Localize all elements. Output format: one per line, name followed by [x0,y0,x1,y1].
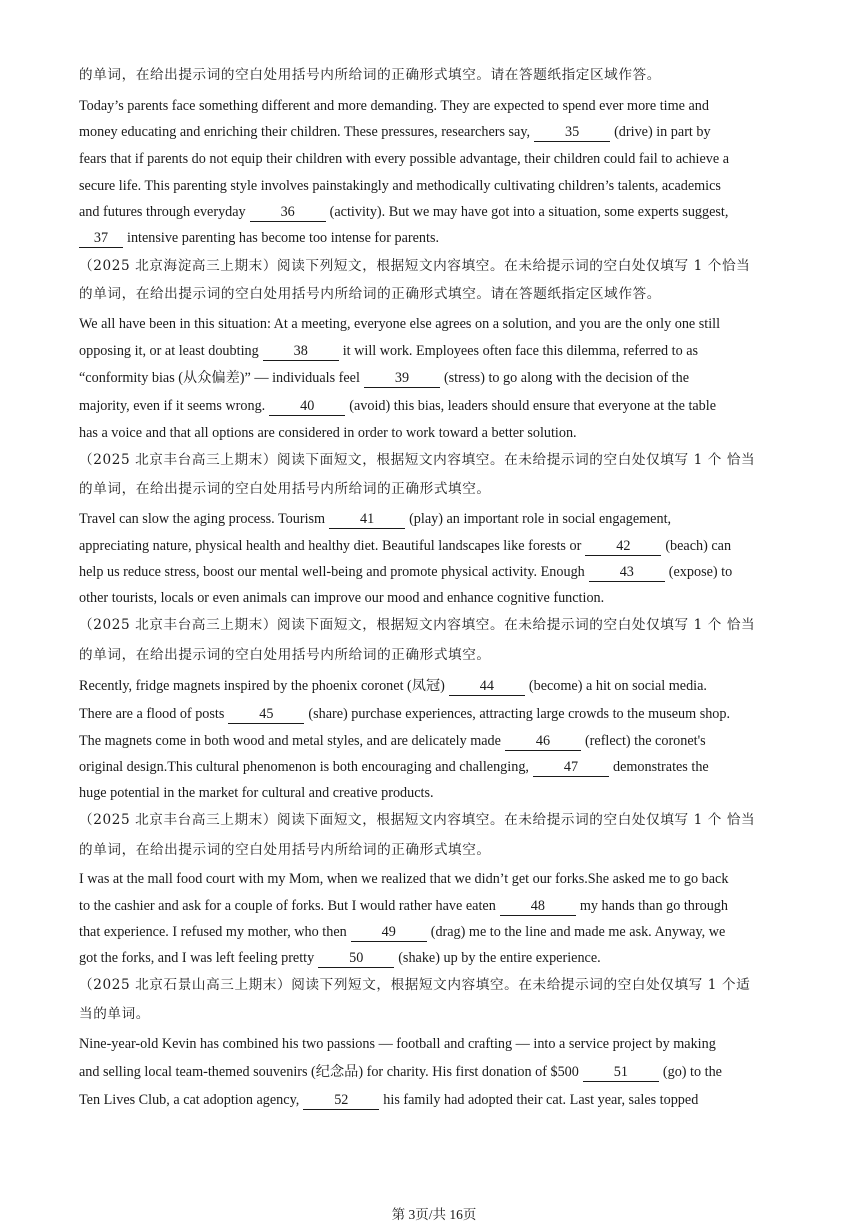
passage-line [79,757,709,777]
text-run: 的单词，在给出提示词的空白处用括号内所给词的正确形式填空。 [79,647,491,663]
passage-line [79,1090,698,1110]
answer-blank: 36 [250,204,326,222]
passage-line [79,676,707,696]
text-run: (become) a hit on social media. [528,678,707,694]
passage-line [79,1062,722,1082]
answer-blank: 47 [533,759,609,777]
passage-line [79,922,725,942]
answer-blank: 45 [228,706,304,724]
instruction-line [79,479,491,499]
text-run: (reflect) the coronet's [584,733,706,749]
instruction-line [79,284,661,304]
text-run: Ten Lives Club, a cat adoption agency, [79,1092,300,1108]
answer-blank: 35 [534,124,610,142]
answer-blank: 40 [269,398,345,416]
text-run: other tourists, locals or even animals can improve our mood and enhance cognitive function. [79,590,605,606]
passage-line [79,731,706,751]
text-run: Travel can slow the aging process. Tourism [79,511,326,527]
instruction-line [79,256,750,276]
passage-line [79,423,577,443]
instruction-line [79,615,755,635]
text-run: original design.This cultural phenomenon is both encouraging and challenging, [79,759,529,775]
instruction-line [79,1004,150,1024]
passage-line [79,149,729,169]
passage-line [79,176,721,196]
instruction-line [79,810,755,830]
text-run: （2025 北京丰台高三上期末）阅读下面短文，根据短文内容填空。在未给提示词的空白处仅填写 1 个 恰当 [79,617,756,633]
answer-blank: 51 [583,1064,659,1082]
text-run: his family had adopted their cat. Last year, sales topped [383,1092,699,1108]
text-run: got the forks, and I was left feeling pretty [79,950,315,966]
answer-blank: 43 [589,564,665,582]
text-run: appreciating nature, physical health and healthy diet. Beautiful landscapes like forests or [79,538,582,554]
text-run: Nine-year-old Kevin has combined his two passions — football and crafting — into a service project by making [79,1036,716,1052]
instruction-line [79,840,491,860]
instruction-line [79,450,755,470]
text-run: help us reduce stress, boost our mental well-being and promote physical activity. Enough [79,564,585,580]
text-run: (activity). But we may have got into a situation, some experts suggest, [329,204,729,220]
text-run: （2025 北京丰台高三上期末）阅读下面短文，根据短文内容填空。在未给提示词的空白处仅填写 1 个 恰当 [79,812,756,828]
text-run: (share) purchase experiences, attracting large crowds to the museum shop. [308,706,731,722]
text-run: （2025 北京石景山高三上期末）阅读下列短文，根据短文内容填空。在未给提示词的空白处仅填写 1 个适 [79,977,751,993]
text-run: (avoid) this bias, leaders should ensure that everyone at the table [349,398,717,414]
passage-line [79,1034,716,1054]
text-run: fears that if parents do not equip their children with every possible advantage, their children could fail to achieve a [79,151,730,167]
passage-line [79,202,728,222]
passage-line [79,368,689,388]
text-run: (drive) in part by [614,124,711,140]
text-run: （2025 北京丰台高三上期末）阅读下面短文，根据短文内容填空。在未给提示词的空白处仅填写 1 个 恰当 [79,452,756,468]
text-run: (play) an important role in social engagement, [409,511,672,527]
passage-line [79,948,601,968]
text-run: 的单词，在给出提示词的空白处用括号内所给词的正确形式填空。请在答题纸指定区域作答。 [79,67,661,83]
text-run: (go) to the [662,1064,722,1080]
answer-blank: 52 [303,1092,379,1110]
text-run: huge potential in the market for cultural and creative products. [79,785,434,801]
passage-line [79,783,434,803]
instruction-line [79,975,750,995]
text-run: my hands than go through [579,898,728,914]
passage-line [79,314,720,334]
passage-line [79,704,730,724]
answer-blank: 49 [351,924,427,942]
text-run: There are a flood of posts [79,706,225,722]
text-run: it will work. Employees often face this dilemma, referred to as [342,343,699,359]
passage-line [79,588,604,608]
passage-line [79,536,731,556]
passage-line [79,562,732,582]
passage-line [79,341,698,361]
passage-line [79,122,711,142]
text-run: majority, even if it seems wrong. [79,398,266,414]
page-footer: 第 3页/共 16页 [391,1207,477,1222]
text-run: has a voice and that all options are considered in order to work toward a better solution. [79,425,577,441]
text-run: (drag) me to the line and made me ask. Anyway, we [430,924,726,940]
answer-blank: 41 [329,511,405,529]
passage-line [79,509,671,529]
passage-line [79,228,439,248]
text-run: and selling local team-themed souvenirs (纪念品) for charity. His first donation of $500 [79,1064,579,1080]
text-run: (shake) up by the entire experience. [398,950,601,966]
text-run: (expose) to [668,564,733,580]
text-run: secure life. This parenting style involves painstakingly and methodically cultivating children’s talents, academics [79,178,721,194]
text-run: Recently, fridge magnets inspired by the phoenix coronet (凤冠) [79,678,445,694]
text-run: to the cashier and ask for a couple of forks. But I would rather have eaten [79,898,496,914]
answer-blank: 48 [500,898,576,916]
answer-blank: 37 [79,230,123,248]
text-run: money educating and enriching their children. These pressures, researchers say, [79,124,531,140]
instruction-line [79,65,661,85]
text-run: （2025 北京海淀高三上期末）阅读下列短文，根据短文内容填空。在未给提示词的空白处仅填写 1 个恰当 [79,258,751,274]
passage-line [79,896,728,916]
instruction-line [79,645,491,665]
text-run: (stress) to go along with the decision of the [443,370,690,386]
text-run: demonstrates the [612,759,709,775]
text-run: We all have been in this situation: At a meeting, everyone else agrees on a solution, and you are the only one still [79,316,721,332]
text-run: and futures through everyday [79,204,246,220]
text-run: opposing it, or at least doubting [79,343,259,359]
text-run: 当的单词。 [79,1006,150,1022]
text-run: “conformity bias (从众偏差)” — individuals feel [79,370,360,386]
answer-blank: 42 [585,538,661,556]
answer-blank: 38 [263,343,339,361]
text-run: 的单词，在给出提示词的空白处用括号内所给词的正确形式填空。请在答题纸指定区域作答。 [79,286,661,302]
answer-blank: 44 [449,678,525,696]
text-run: The magnets come in both wood and metal styles, and are delicately made [79,733,501,749]
answer-blank: 46 [505,733,581,751]
text-run: I was at the mall food court with my Mom, when we realized that we didn’t get our forks.She asked me to go back [79,871,729,887]
passage-line [79,869,728,889]
passage-line [79,396,716,416]
answer-blank: 39 [364,370,440,388]
text-run: intensive parenting has become too intense for parents. [127,230,440,246]
text-run: 的单词，在给出提示词的空白处用括号内所给词的正确形式填空。 [79,842,491,858]
text-run: (beach) can [665,538,732,554]
text-run: 的单词，在给出提示词的空白处用括号内所给词的正确形式填空。 [79,481,491,497]
passage-line [79,96,709,116]
text-run: that experience. I refused my mother, who then [79,924,347,940]
text-run: Today’s parents face something different and more demanding. They are expected to spend ever more time and [79,98,709,114]
answer-blank: 50 [318,950,394,968]
